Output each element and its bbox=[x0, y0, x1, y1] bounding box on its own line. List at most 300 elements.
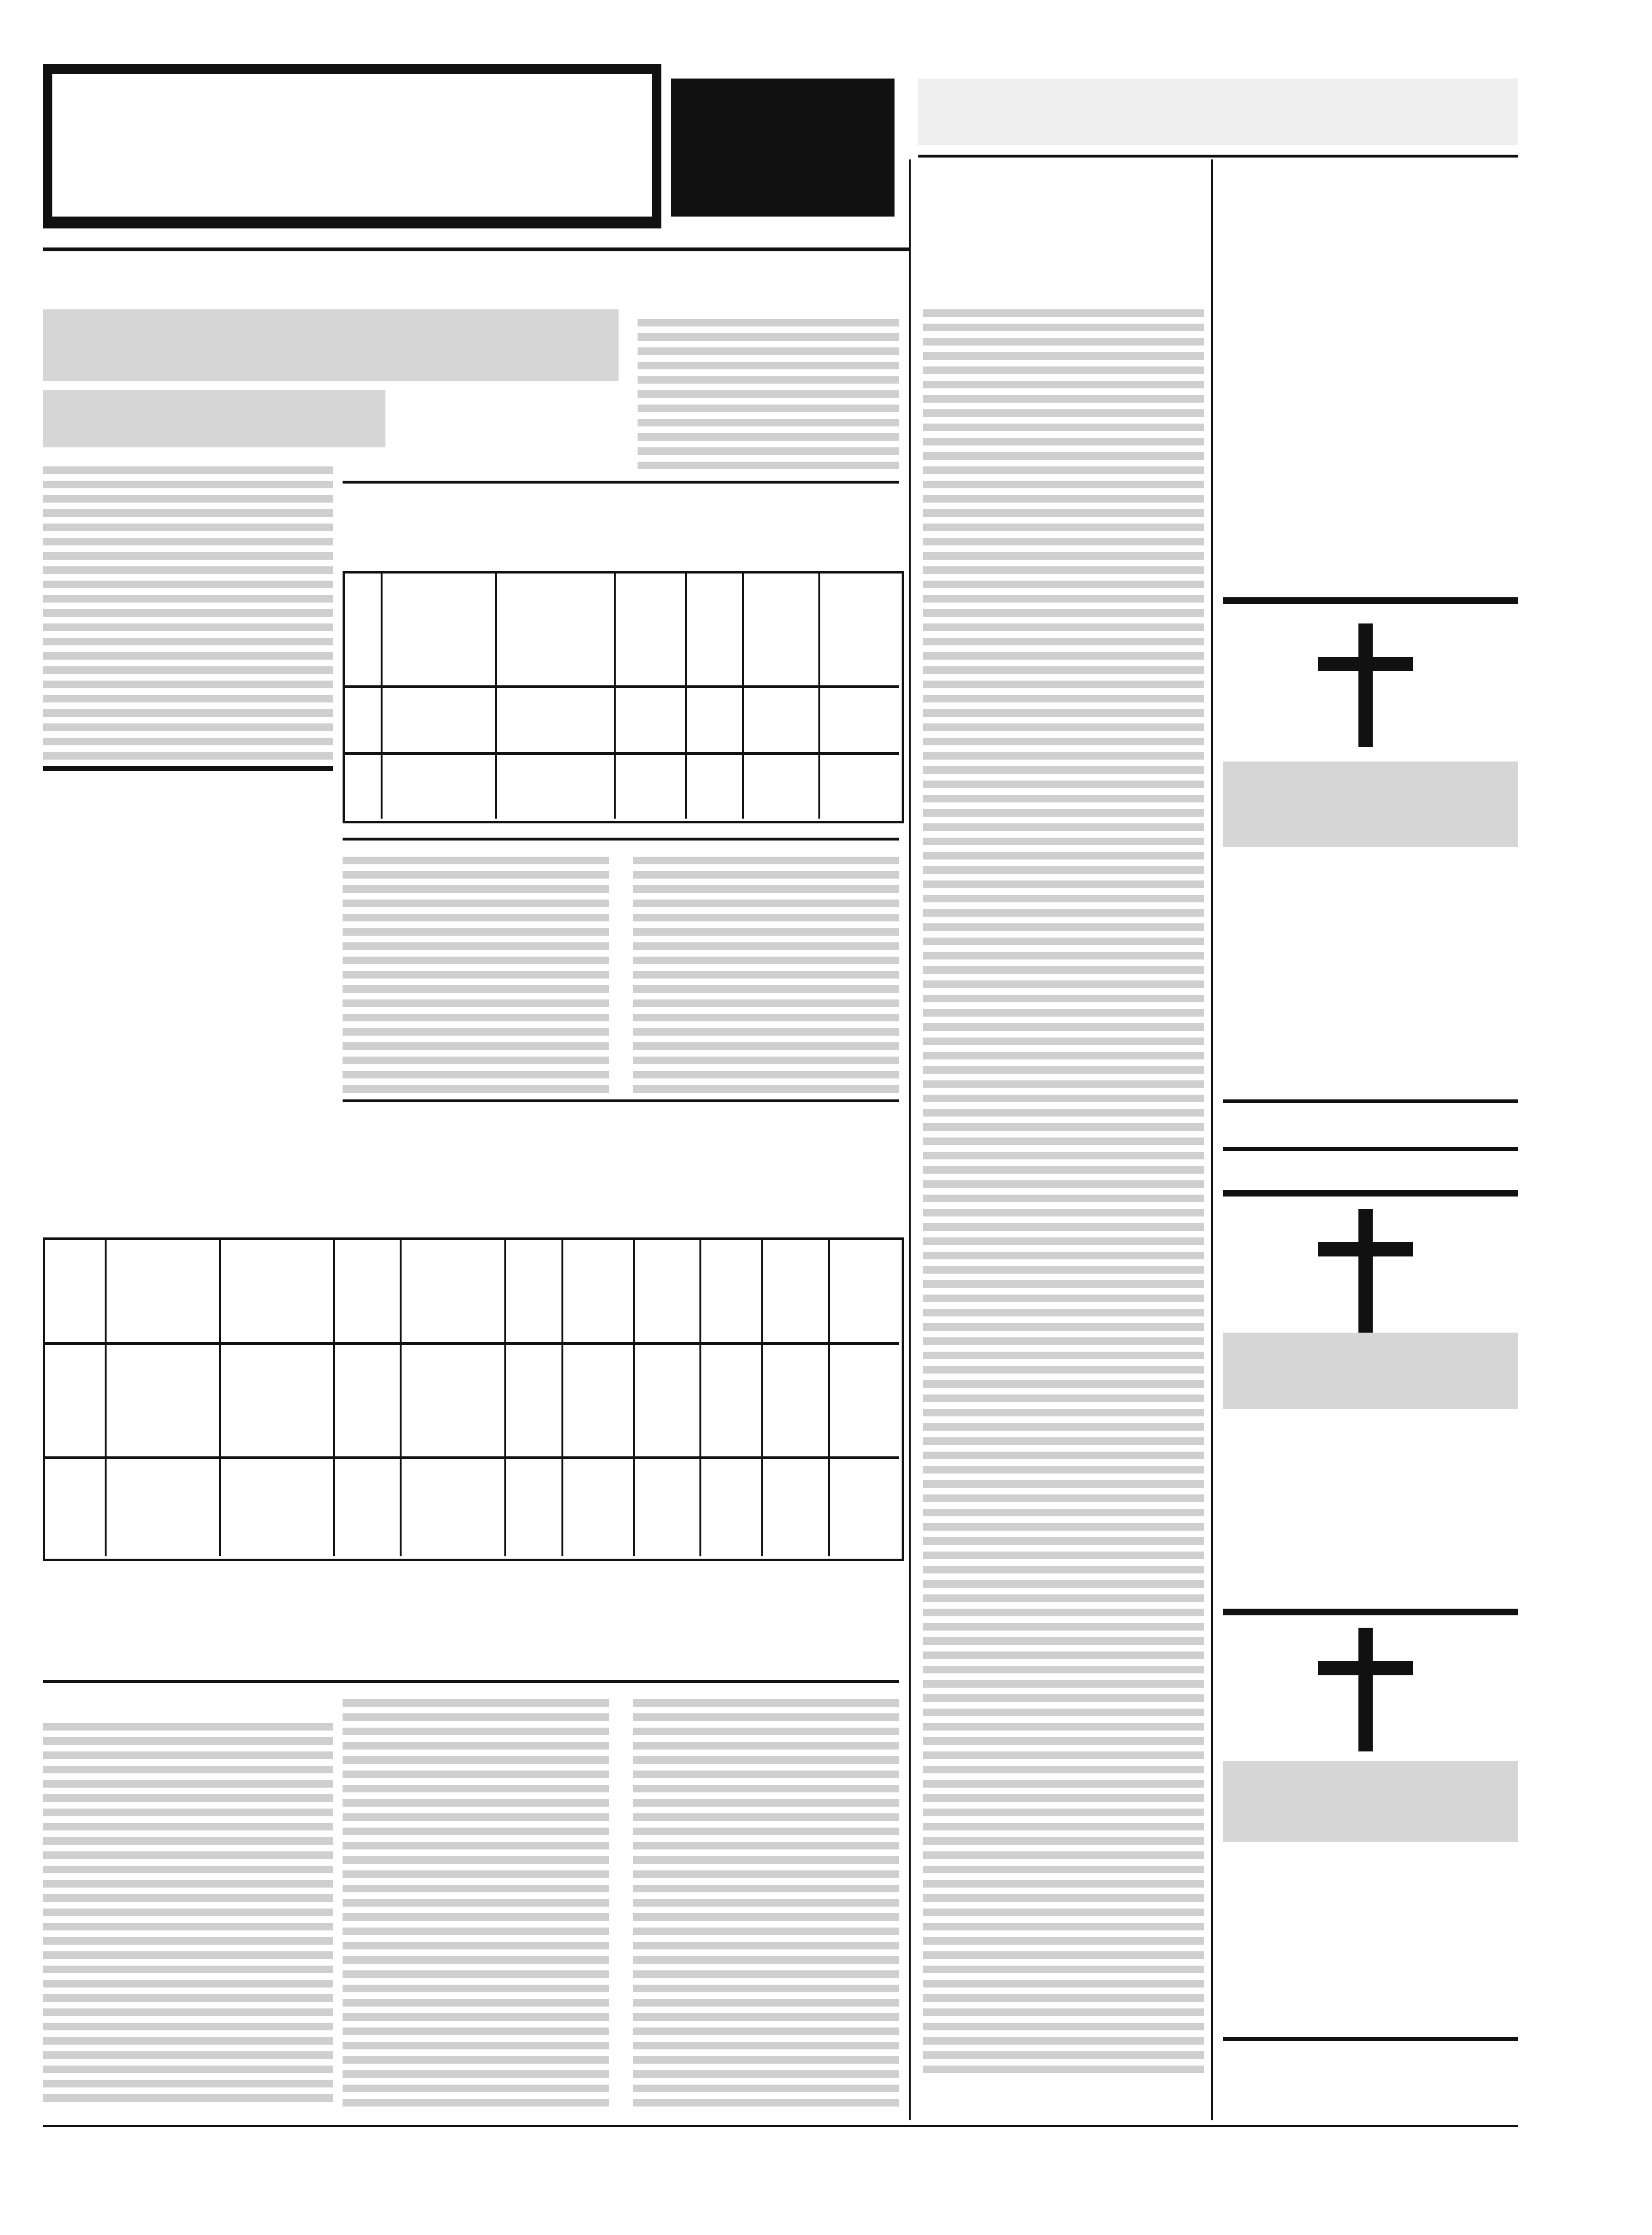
text-line bbox=[633, 942, 899, 950]
text-line bbox=[633, 1999, 899, 2007]
text-line bbox=[923, 509, 1204, 517]
text-line bbox=[343, 1970, 609, 1978]
text-line bbox=[923, 1880, 1204, 1888]
text-line bbox=[43, 566, 333, 574]
text-line bbox=[633, 1699, 899, 1707]
text-line bbox=[923, 1166, 1204, 1174]
text-line bbox=[923, 752, 1204, 760]
text-line bbox=[633, 1870, 899, 1878]
text-line bbox=[633, 1856, 899, 1864]
text-line bbox=[923, 1523, 1204, 1531]
text-line bbox=[923, 1894, 1204, 1902]
text-line bbox=[923, 1152, 1204, 1159]
text-line bbox=[343, 1756, 609, 1764]
text-line bbox=[923, 995, 1204, 1002]
table-2-col bbox=[219, 1237, 221, 1556]
text-line bbox=[343, 1885, 609, 1892]
text-line bbox=[923, 923, 1204, 931]
text-line bbox=[923, 324, 1204, 331]
text-line bbox=[43, 738, 333, 745]
footer-right bbox=[1166, 2104, 1518, 2118]
text-line bbox=[923, 781, 1204, 788]
text-line bbox=[638, 447, 899, 455]
text-line bbox=[43, 666, 333, 674]
text-line bbox=[43, 2008, 333, 2016]
table-2-col bbox=[761, 1237, 763, 1556]
text-line bbox=[923, 766, 1204, 774]
text-line bbox=[923, 1409, 1204, 1416]
text-line bbox=[43, 695, 333, 702]
text-line bbox=[923, 723, 1204, 731]
text-line bbox=[43, 1723, 333, 1731]
text-line bbox=[923, 1923, 1204, 1930]
text-line bbox=[633, 2099, 899, 2106]
text-line bbox=[343, 1813, 609, 1821]
text-line bbox=[43, 481, 333, 488]
text-line bbox=[633, 1913, 899, 1921]
cross-icon bbox=[1318, 1628, 1413, 1751]
text-line bbox=[923, 952, 1204, 959]
text-line bbox=[633, 1970, 899, 1978]
text-line bbox=[343, 2042, 609, 2049]
text-line bbox=[923, 452, 1204, 460]
text-line bbox=[923, 1452, 1204, 1459]
text-line bbox=[343, 1071, 609, 1078]
text-line bbox=[923, 652, 1204, 660]
headline-1 bbox=[43, 309, 619, 381]
text-line bbox=[923, 309, 1204, 317]
text-line bbox=[343, 1042, 609, 1050]
text-line bbox=[633, 1899, 899, 1907]
text-line bbox=[923, 2066, 1204, 2073]
text-line bbox=[923, 809, 1204, 817]
text-line bbox=[923, 1337, 1204, 1345]
text-line bbox=[633, 2027, 899, 2035]
text-line bbox=[923, 1494, 1204, 1502]
table-1-col bbox=[381, 571, 383, 819]
text-line bbox=[923, 524, 1204, 531]
text-line bbox=[923, 1323, 1204, 1331]
text-line bbox=[923, 1252, 1204, 1259]
text-line bbox=[43, 652, 333, 660]
table-2-row bbox=[43, 1456, 899, 1459]
text-line bbox=[633, 2070, 899, 2078]
text-line bbox=[638, 319, 899, 326]
text-line bbox=[633, 1728, 899, 1735]
text-line bbox=[43, 1909, 333, 1916]
text-line bbox=[43, 2066, 333, 2073]
text-line bbox=[923, 495, 1204, 503]
text-line bbox=[923, 1023, 1204, 1031]
text-line bbox=[923, 852, 1204, 860]
text-line bbox=[923, 1209, 1204, 1216]
text-line bbox=[923, 1594, 1204, 1602]
table-1-col bbox=[818, 571, 820, 819]
text-line bbox=[633, 1956, 899, 1964]
text-line bbox=[923, 1423, 1204, 1431]
table-2-col bbox=[699, 1237, 701, 1556]
text-line bbox=[923, 1123, 1204, 1131]
table-1-col bbox=[685, 571, 687, 819]
text-line bbox=[43, 552, 333, 560]
text-line bbox=[923, 566, 1204, 574]
text-line bbox=[633, 1742, 899, 1750]
text-line bbox=[923, 595, 1204, 603]
text-line bbox=[633, 1985, 899, 1992]
text-line bbox=[43, 1751, 333, 1759]
text-line bbox=[638, 347, 899, 355]
text-line bbox=[633, 2056, 899, 2064]
text-line bbox=[43, 538, 333, 545]
text-line bbox=[923, 352, 1204, 360]
text-line bbox=[43, 1966, 333, 1973]
text-line bbox=[923, 2008, 1204, 2016]
text-line bbox=[43, 595, 333, 603]
text-line bbox=[43, 1780, 333, 1788]
text-line bbox=[633, 1057, 899, 1064]
text-line bbox=[343, 985, 609, 993]
text-line bbox=[43, 638, 333, 645]
column-divider bbox=[1211, 159, 1213, 2120]
headline-rule bbox=[43, 247, 909, 251]
text-line bbox=[923, 1794, 1204, 1802]
text-line bbox=[923, 1038, 1204, 1045]
text-line bbox=[633, 1014, 899, 1021]
text-line bbox=[633, 1942, 899, 1949]
rule bbox=[1223, 1609, 1518, 1615]
text-line bbox=[633, 1928, 899, 1935]
text-line bbox=[343, 1999, 609, 2007]
table-2-row bbox=[43, 1342, 899, 1345]
text-line bbox=[343, 1699, 609, 1707]
text-line bbox=[43, 1766, 333, 1773]
notice-name bbox=[1223, 1761, 1518, 1842]
text-line bbox=[923, 1237, 1204, 1245]
text-line bbox=[923, 1966, 1204, 1973]
rule bbox=[343, 481, 899, 484]
text-line bbox=[638, 462, 899, 469]
text-line bbox=[923, 2051, 1204, 2059]
text-line bbox=[923, 395, 1204, 403]
text-line bbox=[43, 1737, 333, 1745]
text-line bbox=[343, 1942, 609, 1949]
text-line bbox=[43, 752, 333, 760]
table-1-col bbox=[614, 571, 616, 819]
text-line bbox=[343, 999, 609, 1007]
text-line bbox=[638, 419, 899, 426]
text-line bbox=[343, 942, 609, 950]
text-line bbox=[43, 1809, 333, 1816]
text-line bbox=[43, 623, 333, 631]
text-line bbox=[43, 581, 333, 588]
text-line bbox=[923, 1195, 1204, 1202]
text-line bbox=[343, 914, 609, 921]
text-line bbox=[43, 2094, 333, 2102]
right-header bbox=[918, 79, 1518, 145]
text-line bbox=[923, 1509, 1204, 1516]
text-line bbox=[343, 1728, 609, 1735]
text-line bbox=[343, 1985, 609, 1992]
table-2-col bbox=[504, 1237, 506, 1556]
text-line bbox=[923, 1623, 1204, 1631]
text-line bbox=[343, 957, 609, 964]
text-line bbox=[633, 1042, 899, 1050]
table-2-col bbox=[333, 1237, 335, 1556]
table-2 bbox=[43, 1237, 904, 1561]
table-2-col bbox=[400, 1237, 402, 1556]
text-line bbox=[923, 1552, 1204, 1559]
text-line bbox=[633, 985, 899, 993]
text-line bbox=[638, 376, 899, 384]
rule bbox=[43, 1680, 899, 1683]
notice-name bbox=[1223, 1333, 1518, 1409]
text-line bbox=[43, 2023, 333, 2030]
cross-icon bbox=[1318, 1209, 1413, 1333]
text-line bbox=[923, 1137, 1204, 1145]
text-line bbox=[923, 1180, 1204, 1188]
text-line bbox=[43, 1837, 333, 1845]
text-line bbox=[923, 381, 1204, 388]
text-line bbox=[343, 2085, 609, 2092]
text-line bbox=[43, 1823, 333, 1830]
text-line bbox=[923, 1080, 1204, 1088]
text-line bbox=[923, 1309, 1204, 1316]
text-line bbox=[923, 1109, 1204, 1117]
text-line bbox=[43, 509, 333, 517]
text-line bbox=[923, 895, 1204, 902]
table-2-col bbox=[105, 1237, 107, 1556]
headline-2 bbox=[43, 390, 385, 447]
text-line bbox=[923, 1751, 1204, 1759]
text-line bbox=[923, 1052, 1204, 1059]
text-line bbox=[923, 638, 1204, 645]
table-2-col bbox=[561, 1237, 563, 1556]
text-line bbox=[923, 338, 1204, 346]
text-line bbox=[633, 914, 899, 921]
text-line bbox=[923, 1694, 1204, 1702]
text-line bbox=[923, 1566, 1204, 1573]
text-line bbox=[43, 723, 333, 731]
text-line bbox=[43, 1980, 333, 1988]
text-line bbox=[923, 1980, 1204, 1988]
text-line bbox=[638, 390, 899, 398]
text-line bbox=[43, 466, 333, 474]
text-line bbox=[43, 1880, 333, 1888]
text-line bbox=[633, 1799, 899, 1807]
text-line bbox=[923, 1223, 1204, 1231]
table-1-col bbox=[495, 571, 497, 819]
text-line bbox=[923, 1609, 1204, 1616]
text-line bbox=[633, 957, 899, 964]
text-line bbox=[923, 1266, 1204, 1274]
text-line bbox=[923, 1780, 1204, 1788]
text-line bbox=[923, 409, 1204, 417]
text-line bbox=[343, 885, 609, 893]
text-line bbox=[43, 1794, 333, 1802]
text-line bbox=[343, 2013, 609, 2021]
rule bbox=[343, 1099, 899, 1102]
text-line bbox=[923, 1095, 1204, 1102]
text-line bbox=[343, 1928, 609, 1935]
text-line bbox=[923, 1994, 1204, 2002]
text-line bbox=[343, 2027, 609, 2035]
rule bbox=[1223, 597, 1518, 604]
text-line bbox=[638, 405, 899, 412]
table-1-row bbox=[343, 685, 899, 688]
right-header-rule bbox=[918, 155, 1518, 158]
text-line bbox=[923, 880, 1204, 888]
table-1-row bbox=[343, 752, 899, 755]
text-line bbox=[923, 438, 1204, 445]
text-line bbox=[633, 1842, 899, 1849]
text-line bbox=[923, 1466, 1204, 1474]
text-line bbox=[923, 2023, 1204, 2030]
text-line bbox=[923, 1823, 1204, 1830]
text-line bbox=[923, 695, 1204, 702]
text-line bbox=[923, 424, 1204, 431]
text-line bbox=[343, 900, 609, 907]
text-line bbox=[43, 709, 333, 717]
table-2-col bbox=[633, 1237, 635, 1556]
text-line bbox=[923, 1637, 1204, 1645]
text-line bbox=[343, 2099, 609, 2106]
text-line bbox=[343, 1057, 609, 1064]
text-line bbox=[633, 1828, 899, 1835]
cross-icon bbox=[1318, 623, 1413, 747]
text-line bbox=[923, 1366, 1204, 1374]
text-line bbox=[923, 1280, 1204, 1288]
text-line bbox=[343, 1028, 609, 1036]
text-line bbox=[43, 1937, 333, 1945]
text-line bbox=[923, 1580, 1204, 1588]
text-line bbox=[633, 857, 899, 864]
text-line bbox=[633, 1085, 899, 1093]
text-line bbox=[923, 1951, 1204, 1959]
text-line bbox=[343, 1014, 609, 1021]
text-line bbox=[923, 1809, 1204, 1816]
text-line bbox=[43, 1951, 333, 1959]
masthead-title bbox=[67, 95, 628, 152]
text-line bbox=[343, 1913, 609, 1921]
text-line bbox=[923, 966, 1204, 974]
masthead-box bbox=[671, 79, 895, 217]
text-line bbox=[923, 1837, 1204, 1845]
text-line bbox=[43, 1866, 333, 1873]
text-line bbox=[343, 1742, 609, 1750]
text-line bbox=[633, 2085, 899, 2092]
text-line bbox=[43, 524, 333, 531]
text-line bbox=[343, 1956, 609, 1964]
text-line bbox=[633, 2013, 899, 2021]
text-line bbox=[923, 1866, 1204, 1873]
text-line bbox=[923, 681, 1204, 688]
text-line bbox=[343, 928, 609, 936]
text-line bbox=[43, 2051, 333, 2059]
footer-rule bbox=[43, 2125, 1518, 2127]
text-line bbox=[923, 609, 1204, 617]
text-line bbox=[923, 738, 1204, 745]
text-line bbox=[923, 538, 1204, 545]
text-line bbox=[633, 1813, 899, 1821]
text-line bbox=[923, 1680, 1204, 1688]
footer-left bbox=[43, 2104, 290, 2118]
text-line bbox=[343, 1856, 609, 1864]
text-line bbox=[923, 466, 1204, 474]
text-line bbox=[923, 1437, 1204, 1445]
text-line bbox=[923, 838, 1204, 845]
table-2-col bbox=[828, 1237, 830, 1556]
text-line bbox=[923, 938, 1204, 945]
text-line bbox=[633, 1885, 899, 1892]
rule bbox=[43, 766, 333, 771]
text-line bbox=[923, 1380, 1204, 1388]
text-line bbox=[923, 1766, 1204, 1773]
text-line bbox=[923, 1723, 1204, 1731]
text-line bbox=[633, 999, 899, 1007]
text-line bbox=[923, 481, 1204, 488]
text-line bbox=[633, 1071, 899, 1078]
text-line bbox=[43, 1851, 333, 1859]
column-divider bbox=[909, 159, 911, 2120]
text-line bbox=[43, 1994, 333, 2002]
text-line bbox=[633, 2042, 899, 2049]
rule bbox=[1223, 2037, 1518, 2041]
text-line bbox=[923, 623, 1204, 631]
text-line bbox=[633, 1756, 899, 1764]
text-line bbox=[923, 552, 1204, 560]
text-line bbox=[923, 1480, 1204, 1488]
text-line bbox=[923, 1652, 1204, 1659]
text-line bbox=[923, 709, 1204, 717]
text-line bbox=[343, 1799, 609, 1807]
text-line bbox=[343, 971, 609, 979]
text-line bbox=[633, 1770, 899, 1778]
text-line bbox=[923, 366, 1204, 374]
text-line bbox=[343, 1085, 609, 1093]
text-line bbox=[923, 823, 1204, 831]
text-line bbox=[923, 1909, 1204, 1916]
text-line bbox=[43, 1923, 333, 1930]
text-line bbox=[343, 2056, 609, 2064]
text-line bbox=[43, 1894, 333, 1902]
table-1-col bbox=[742, 571, 744, 819]
rule bbox=[1223, 1190, 1518, 1197]
text-line bbox=[343, 1770, 609, 1778]
text-line bbox=[343, 1828, 609, 1835]
text-line bbox=[633, 900, 899, 907]
text-line bbox=[923, 1066, 1204, 1074]
text-line bbox=[633, 871, 899, 879]
rule bbox=[1223, 1099, 1518, 1103]
text-line bbox=[343, 2070, 609, 2078]
text-line bbox=[923, 980, 1204, 988]
rule bbox=[343, 838, 899, 841]
text-line bbox=[633, 928, 899, 936]
text-line bbox=[923, 909, 1204, 917]
text-line bbox=[923, 581, 1204, 588]
text-line bbox=[43, 2037, 333, 2045]
text-line bbox=[633, 1785, 899, 1792]
text-line bbox=[638, 333, 899, 341]
text-line bbox=[343, 1842, 609, 1849]
text-line bbox=[923, 1537, 1204, 1545]
text-line bbox=[43, 609, 333, 617]
text-line bbox=[343, 871, 609, 879]
text-line bbox=[923, 795, 1204, 802]
rule bbox=[1223, 1147, 1518, 1151]
text-line bbox=[343, 857, 609, 864]
text-line bbox=[923, 1295, 1204, 1302]
